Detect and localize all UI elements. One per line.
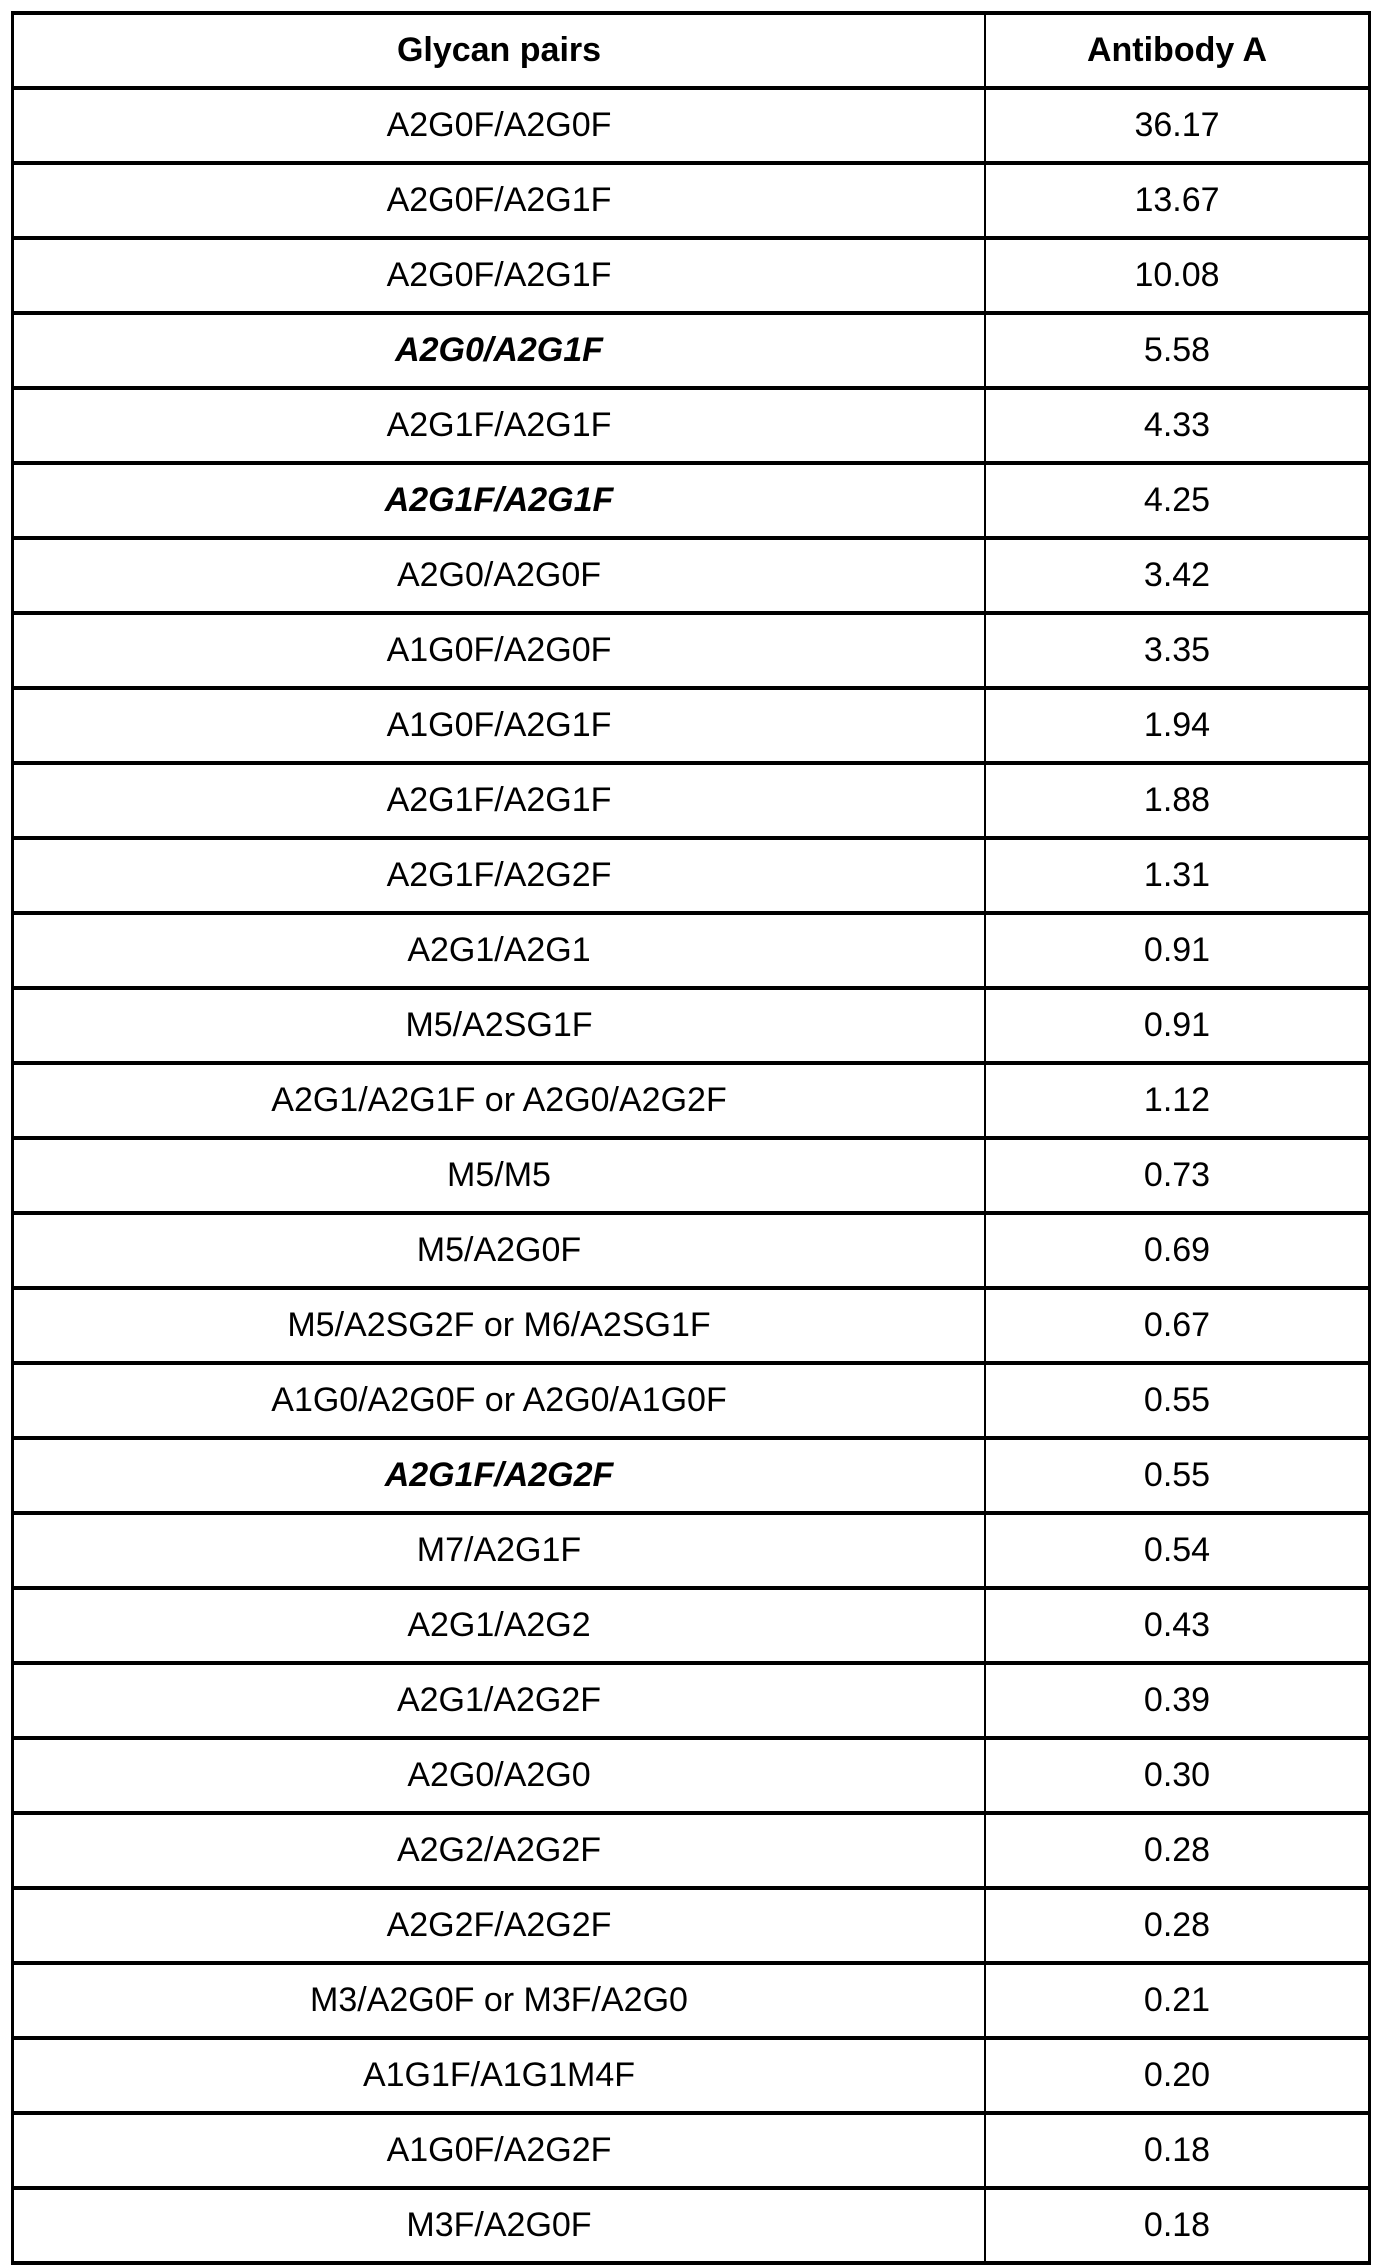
antibody-a-value-cell: 0.55 — [985, 1438, 1370, 1513]
antibody-a-value-cell: 36.17 — [985, 88, 1370, 163]
glycan-pair-cell: A2G1F/A2G2F — [13, 838, 986, 913]
glycan-pair-cell: A2G1F/A2G1F — [13, 388, 986, 463]
glycan-pair-cell: A2G0F/A2G1F — [13, 163, 986, 238]
table-row — [13, 1663, 1370, 1738]
antibody-a-value-cell: 3.42 — [985, 538, 1370, 613]
glycan-pair-cell: A1G0F/A2G1F — [13, 688, 986, 763]
antibody-a-value-cell: 0.54 — [985, 1513, 1370, 1588]
table-row — [13, 238, 1370, 313]
glycan-pair-cell: A2G0/A2G0F — [13, 538, 986, 613]
glycan-pair-cell: M7/A2G1F — [13, 1513, 986, 1588]
table-row — [13, 2038, 1370, 2113]
antibody-a-value-cell: 0.18 — [985, 2113, 1370, 2188]
table-row — [13, 1288, 1370, 1363]
table-row — [13, 763, 1370, 838]
table-row — [13, 1438, 1370, 1513]
glycan-pair-cell: A2G1/A2G2F — [13, 1663, 986, 1738]
table-row — [13, 838, 1370, 913]
antibody-a-value-cell: 4.33 — [985, 388, 1370, 463]
glycan-pair-cell: A2G1/A2G2 — [13, 1588, 986, 1663]
glycan-pair-cell: A1G1F/A1G1M4F — [13, 2038, 986, 2113]
header-antibody-a: Antibody A — [985, 13, 1370, 88]
antibody-a-value-cell: 0.43 — [985, 1588, 1370, 1663]
table-row — [13, 613, 1370, 688]
glycan-pair-cell: A2G1/A2G1 — [13, 913, 986, 988]
antibody-a-value-cell: 10.08 — [985, 238, 1370, 313]
table-row — [13, 1213, 1370, 1288]
table-row — [13, 88, 1370, 163]
glycan-pair-cell: A2G1/A2G1F or A2G0/A2G2F — [13, 1063, 986, 1138]
antibody-a-value-cell: 0.55 — [985, 1363, 1370, 1438]
table-row — [13, 1738, 1370, 1813]
table-row — [13, 1888, 1370, 1963]
table-row — [13, 1138, 1370, 1213]
table-row — [13, 988, 1370, 1063]
glycan-pair-cell: A1G0/A2G0F or A2G0/A1G0F — [13, 1363, 986, 1438]
table-row — [13, 2188, 1370, 2263]
header-glycan-pairs: Glycan pairs — [13, 13, 986, 88]
table-row — [13, 463, 1370, 538]
glycan-pair-cell: A2G1F/A2G1F — [13, 763, 986, 838]
glycan-pair-cell: A2G1F/A2G1F — [13, 463, 986, 538]
antibody-a-value-cell: 0.73 — [985, 1138, 1370, 1213]
table-row — [13, 1363, 1370, 1438]
glycan-pair-cell: A2G2F/A2G2F — [13, 1888, 986, 1963]
antibody-a-value-cell: 0.18 — [985, 2188, 1370, 2263]
table-row — [13, 538, 1370, 613]
antibody-a-value-cell: 0.21 — [985, 1963, 1370, 2038]
glycan-pair-cell: M5/M5 — [13, 1138, 986, 1213]
table-row — [13, 1513, 1370, 1588]
antibody-a-value-cell: 3.35 — [985, 613, 1370, 688]
antibody-a-value-cell: 5.58 — [985, 313, 1370, 388]
glycan-pair-cell: A1G0F/A2G0F — [13, 613, 986, 688]
table-row — [13, 163, 1370, 238]
table-row — [13, 913, 1370, 988]
antibody-a-value-cell: 0.28 — [985, 1888, 1370, 1963]
table-row — [13, 2113, 1370, 2188]
table-row — [13, 1813, 1370, 1888]
antibody-a-value-cell: 0.67 — [985, 1288, 1370, 1363]
table-header-row — [13, 13, 1370, 88]
glycan-pair-cell: A2G2/A2G2F — [13, 1813, 986, 1888]
antibody-a-value-cell: 13.67 — [985, 163, 1370, 238]
glycan-pair-cell: M3/A2G0F or M3F/A2G0 — [13, 1963, 986, 2038]
table-row — [13, 313, 1370, 388]
antibody-a-value-cell: 0.20 — [985, 2038, 1370, 2113]
antibody-a-value-cell: 0.69 — [985, 1213, 1370, 1288]
antibody-a-value-cell: 1.12 — [985, 1063, 1370, 1138]
table-row — [13, 1963, 1370, 2038]
antibody-a-value-cell: 1.94 — [985, 688, 1370, 763]
glycan-pair-cell: A1G0F/A2G2F — [13, 2113, 986, 2188]
table-row — [13, 1063, 1370, 1138]
antibody-a-value-cell: 4.25 — [985, 463, 1370, 538]
glycan-pair-cell: M5/A2SG1F — [13, 988, 986, 1063]
glycan-pair-cell: M3F/A2G0F — [13, 2188, 986, 2263]
glycan-pair-cell: A2G0F/A2G0F — [13, 88, 986, 163]
table-row — [13, 1588, 1370, 1663]
glycan-pair-cell: A2G1F/A2G2F — [13, 1438, 986, 1513]
glycan-pair-cell: A2G0F/A2G1F — [13, 238, 986, 313]
antibody-a-value-cell: 0.91 — [985, 988, 1370, 1063]
table-row — [13, 688, 1370, 763]
antibody-a-value-cell: 0.39 — [985, 1663, 1370, 1738]
antibody-a-value-cell: 1.31 — [985, 838, 1370, 913]
glycan-pair-cell: A2G0/A2G1F — [13, 313, 986, 388]
antibody-a-value-cell: 0.30 — [985, 1738, 1370, 1813]
table-row — [13, 388, 1370, 463]
antibody-a-value-cell: 1.88 — [985, 763, 1370, 838]
antibody-a-value-cell: 0.91 — [985, 913, 1370, 988]
glycan-pair-cell: A2G0/A2G0 — [13, 1738, 986, 1813]
glycan-pair-cell: M5/A2SG2F or M6/A2SG1F — [13, 1288, 986, 1363]
antibody-a-value-cell: 0.28 — [985, 1813, 1370, 1888]
glycan-pairs-table — [11, 11, 1371, 2265]
glycan-pair-cell: M5/A2G0F — [13, 1213, 986, 1288]
